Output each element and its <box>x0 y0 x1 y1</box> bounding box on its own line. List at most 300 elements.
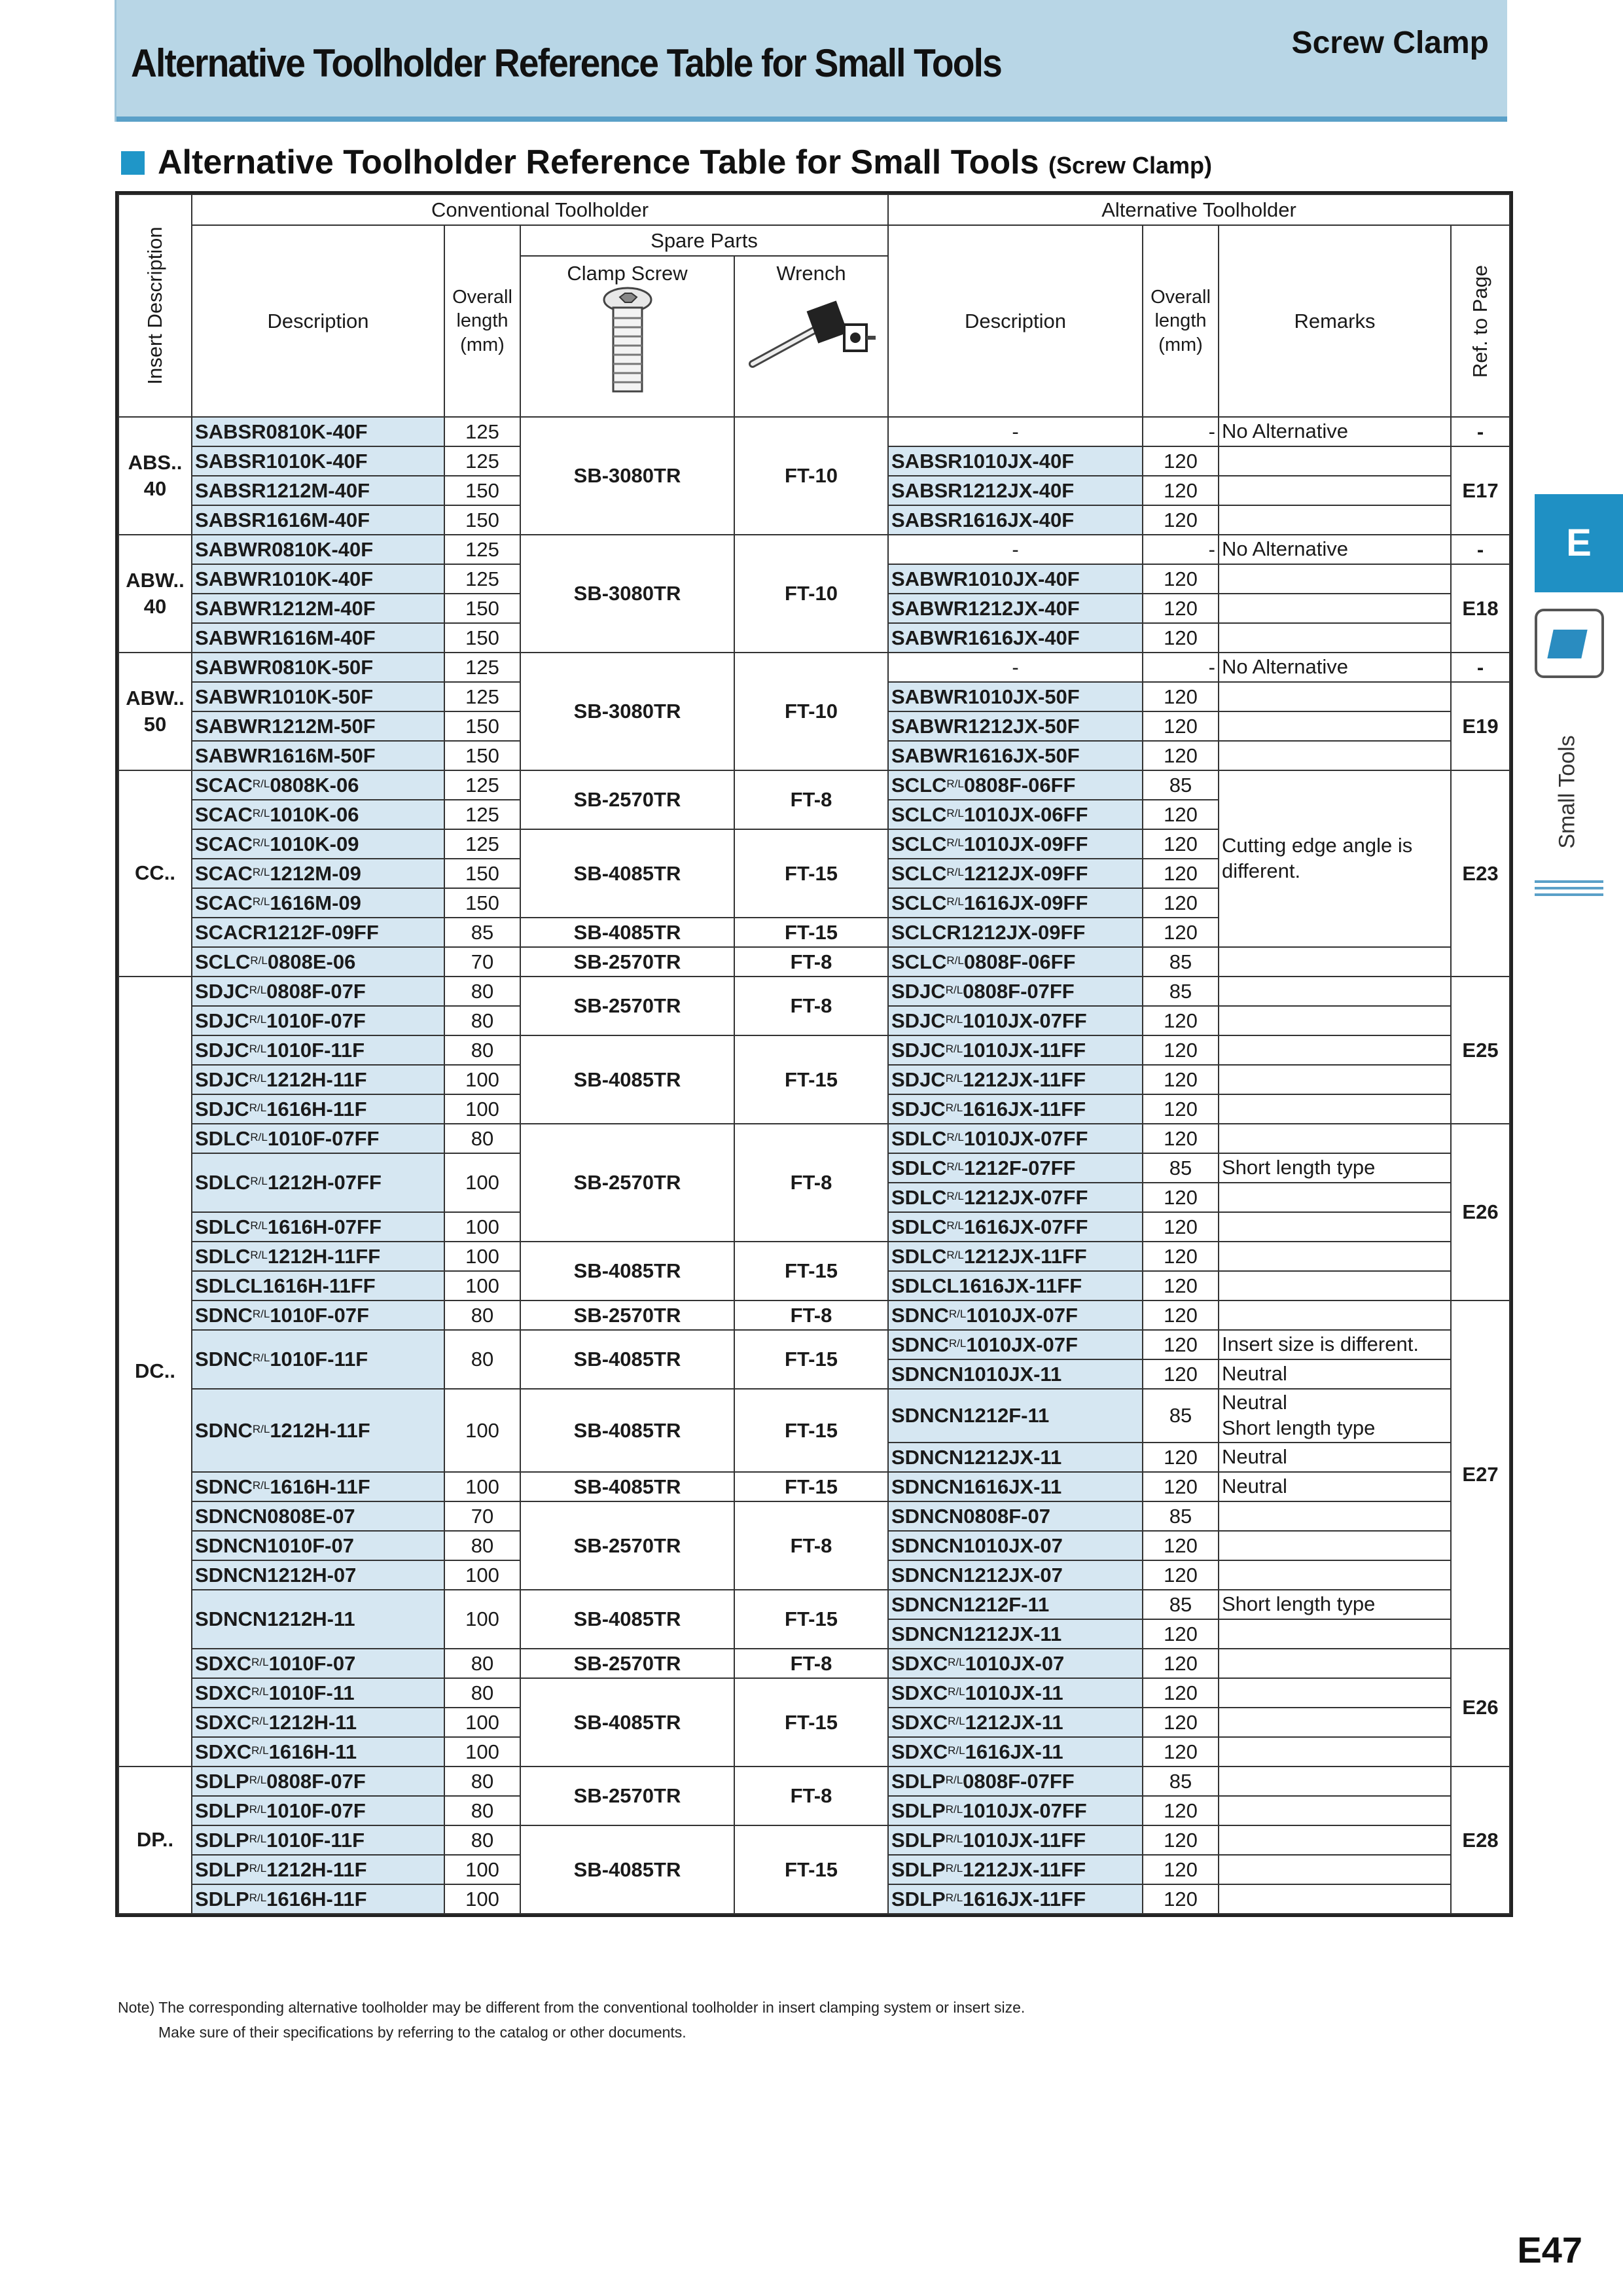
conventional-description: SABWR1616M-50F <box>192 741 444 770</box>
col-alt-description: Description <box>888 225 1143 417</box>
conventional-description: $SDXC^{R/L}1212H-11$ <box>192 1708 444 1737</box>
conventional-length: 100 <box>444 1242 520 1271</box>
remarks-cell-empty <box>1219 594 1451 623</box>
reference-table <box>118 194 1510 1914</box>
wrench-cell: FT-15 <box>734 1330 888 1389</box>
wrench-cell: FT-8 <box>734 1649 888 1678</box>
conventional-length: 100 <box>444 1271 520 1300</box>
alternative-description: $SDLP^{R/L}1010JX-11FF$ <box>888 1825 1143 1855</box>
remarks-cell: Neutral Short length type <box>1219 1389 1451 1443</box>
wrench-cell: FT-8 <box>734 977 888 1035</box>
alternative-length: 120 <box>1143 1678 1219 1708</box>
remarks-cell-empty <box>1219 1855 1451 1884</box>
conventional-description: SCACR1212F-09FF <box>192 918 444 947</box>
alternative-length: 120 <box>1143 1330 1219 1359</box>
ref-page-cell[interactable]: E25 <box>1451 977 1510 1124</box>
conventional-length: 125 <box>444 800 520 829</box>
clamp-screw-cell: SB-3080TR <box>520 417 734 535</box>
table-row <box>118 1767 1510 1796</box>
conventional-length: 150 <box>444 711 520 741</box>
conventional-length: 150 <box>444 476 520 505</box>
alternative-description: $SCLC^{R/L}1010JX-06FF$ <box>888 800 1143 829</box>
alternative-length: 85 <box>1143 770 1219 800</box>
alternative-length: 120 <box>1143 1006 1219 1035</box>
wrench-cell: FT-8 <box>734 1767 888 1825</box>
table-row <box>118 417 1510 446</box>
conventional-description: $SDXC^{R/L}1616H-11$ <box>192 1737 444 1767</box>
alternative-length: 85 <box>1143 947 1219 977</box>
col-ref-page: Ref. to Page <box>1451 225 1510 417</box>
alternative-length: 120 <box>1143 918 1219 947</box>
alternative-description: $SDLC^{R/L}1212JX-11FF$ <box>888 1242 1143 1271</box>
conventional-length: 100 <box>444 1737 520 1767</box>
conventional-length: 125 <box>444 682 520 711</box>
conventional-description: $SDLC^{R/L}1212H-07FF$ <box>192 1153 444 1212</box>
chapter-tab-e[interactable]: E <box>1535 494 1623 592</box>
insert-group-cell: ABS.. 40 <box>118 417 192 535</box>
remarks-cell: Neutral <box>1219 1443 1451 1472</box>
clamp-screw-cell: SB-4085TR <box>520 918 734 947</box>
conventional-description: $SDJC^{R/L}1010F-07F$ <box>192 1006 444 1035</box>
remarks-cell-empty <box>1219 1619 1451 1649</box>
ref-page-cell[interactable]: E17 <box>1451 446 1510 535</box>
conventional-description: SABWR1212M-50F <box>192 711 444 741</box>
table-row <box>118 1590 1510 1619</box>
remarks-cell-empty <box>1219 1531 1451 1560</box>
conventional-length: 150 <box>444 505 520 535</box>
insert-group-cell: CC.. <box>118 770 192 977</box>
table-row <box>118 1242 1510 1271</box>
conventional-length: 100 <box>444 1884 520 1914</box>
remarks-cell-empty <box>1219 1767 1451 1796</box>
clamp-screw-cell: SB-3080TR <box>520 653 734 770</box>
col-conventional-toolholder: Conventional Toolholder <box>192 194 888 225</box>
clamp-screw-cell: SB-4085TR <box>520 1330 734 1389</box>
conventional-description: $SCAC^{R/L}1616M-09$ <box>192 888 444 918</box>
alternative-description: SABWR1010JX-50F <box>888 682 1143 711</box>
alternative-length: 120 <box>1143 594 1219 623</box>
torx-wrench-icon <box>746 285 877 384</box>
conventional-description: $SDLP^{R/L}1010F-07F$ <box>192 1796 444 1825</box>
wrench-cell: FT-15 <box>734 1678 888 1767</box>
conventional-length: 80 <box>444 1678 520 1708</box>
conventional-length: 80 <box>444 1767 520 1796</box>
remarks-cell-empty <box>1219 1242 1451 1271</box>
conventional-description: $SDJC^{R/L}1616H-11F$ <box>192 1094 444 1124</box>
conventional-description: $SCLC^{R/L}0808E-06$ <box>192 947 444 977</box>
conventional-description: SABSR0810K-40F <box>192 417 444 446</box>
alternative-description: $SCLC^{R/L}0808F-06FF$ <box>888 947 1143 977</box>
remarks-cell-empty <box>1219 1124 1451 1153</box>
remarks-cell-empty <box>1219 947 1451 977</box>
alternative-description: $SCLC^{R/L}1010JX-09FF$ <box>888 829 1143 859</box>
conventional-length: 125 <box>444 770 520 800</box>
ref-page-cell[interactable]: E26 <box>1451 1124 1510 1300</box>
conventional-length: 125 <box>444 653 520 682</box>
small-tools-icon <box>1535 609 1604 678</box>
alternative-length: 120 <box>1143 859 1219 888</box>
alternative-description: $SCLC^{R/L}1212JX-09FF$ <box>888 859 1143 888</box>
conventional-length: 100 <box>444 1212 520 1242</box>
alternative-length: - <box>1143 535 1219 564</box>
alternative-description: $SDNC^{R/L}1010JX-07F$ <box>888 1300 1143 1330</box>
remarks-cell-empty <box>1219 1300 1451 1330</box>
alternative-description: SABWR1010JX-40F <box>888 564 1143 594</box>
alternative-description: $SDXC^{R/L}1212JX-11$ <box>888 1708 1143 1737</box>
wrench-cell: FT-8 <box>734 770 888 829</box>
header-swoosh <box>116 117 1507 122</box>
remarks-cell: No Alternative <box>1219 653 1451 682</box>
footnote-line-2: Make sure of their specifications by referring to the catalog or other documents. <box>158 2024 687 2041</box>
table-row <box>118 1035 1510 1065</box>
insert-group-cell: ABW.. 40 <box>118 535 192 653</box>
remarks-cell-empty <box>1219 476 1451 505</box>
conventional-length: 80 <box>444 1300 520 1330</box>
alternative-description: SCLCR1212JX-09FF <box>888 918 1143 947</box>
clamp-screw-cell: SB-2570TR <box>520 770 734 829</box>
table-row <box>118 1389 1510 1443</box>
alternative-description: $SDXC^{R/L}1616JX-11$ <box>888 1737 1143 1767</box>
alternative-length: 120 <box>1143 623 1219 653</box>
alternative-length: 120 <box>1143 1094 1219 1124</box>
alternative-length: 120 <box>1143 1035 1219 1065</box>
alternative-description: $SDLC^{R/L}1212F-07FF$ <box>888 1153 1143 1183</box>
alternative-length: 120 <box>1143 1649 1219 1678</box>
conventional-length: 80 <box>444 1531 520 1560</box>
ref-page-cell[interactable]: - <box>1451 535 1510 564</box>
wrench-cell: FT-15 <box>734 918 888 947</box>
remarks-cell-empty <box>1219 1501 1451 1531</box>
alternative-description: $SDJC^{R/L}0808F-07FF$ <box>888 977 1143 1006</box>
alternative-description: SABSR1212JX-40F <box>888 476 1143 505</box>
conventional-description: $SDLP^{R/L}1010F-11F$ <box>192 1825 444 1855</box>
remarks-cell-empty <box>1219 1006 1451 1035</box>
col-conv-overall-length: Overall length (mm) <box>444 225 520 417</box>
col-clamp-screw: Clamp Screw <box>520 256 734 417</box>
conventional-length: 80 <box>444 1006 520 1035</box>
conventional-description: $SDLP^{R/L}1616H-11F$ <box>192 1884 444 1914</box>
wrench-cell: FT-15 <box>734 1590 888 1649</box>
alternative-length: 85 <box>1143 1767 1219 1796</box>
remarks-cell-empty <box>1219 1825 1451 1855</box>
conventional-description: $SDLP^{R/L}1212H-11F$ <box>192 1855 444 1884</box>
alternative-description: - <box>888 653 1143 682</box>
alternative-length: 120 <box>1143 1884 1219 1914</box>
clamp-screw-icon <box>601 285 654 397</box>
clamp-screw-cell: SB-3080TR <box>520 535 734 653</box>
remarks-cell-empty <box>1219 564 1451 594</box>
conventional-length: 80 <box>444 977 520 1006</box>
col-wrench: Wrench <box>734 256 888 417</box>
table-row <box>118 1825 1510 1855</box>
conventional-description: $SDLC^{R/L}1010F-07FF$ <box>192 1124 444 1153</box>
conventional-length: 150 <box>444 741 520 770</box>
remarks-cell: Cutting edge angle is different. <box>1219 770 1451 947</box>
conventional-description: $SDXC^{R/L}1010F-07$ <box>192 1649 444 1678</box>
alternative-description: $SDJC^{R/L}1010JX-11FF$ <box>888 1035 1143 1065</box>
remarks-cell-empty <box>1219 1649 1451 1678</box>
clamp-screw-cell: SB-2570TR <box>520 1300 734 1330</box>
alternative-description: SABWR1212JX-40F <box>888 594 1143 623</box>
remarks-cell-empty <box>1219 1035 1451 1065</box>
alternative-length: 120 <box>1143 1443 1219 1472</box>
alternative-description: $SDLP^{R/L}1010JX-07FF$ <box>888 1796 1143 1825</box>
remarks-cell-empty <box>1219 682 1451 711</box>
tab-divider-lines <box>1535 880 1603 900</box>
category-label: Screw Clamp <box>1291 26 1489 60</box>
conventional-length: 125 <box>444 829 520 859</box>
alternative-description: $SDLC^{R/L}1010JX-07FF$ <box>888 1124 1143 1153</box>
alternative-description: $SDLP^{R/L}0808F-07FF$ <box>888 1767 1143 1796</box>
table-row <box>118 1678 1510 1708</box>
page-number: E47 <box>1517 2229 1582 2270</box>
conventional-length: 80 <box>444 1825 520 1855</box>
ref-page-cell[interactable]: E27 <box>1451 1300 1510 1649</box>
conventional-length: 70 <box>444 947 520 977</box>
conventional-length: 125 <box>444 446 520 476</box>
conventional-description: $SCAC^{R/L}0808K-06$ <box>192 770 444 800</box>
conventional-description: SABSR1212M-40F <box>192 476 444 505</box>
alternative-length: 120 <box>1143 741 1219 770</box>
alternative-description: $SDLP^{R/L}1616JX-11FF$ <box>888 1884 1143 1914</box>
alternative-description: SABWR1616JX-40F <box>888 623 1143 653</box>
remarks-cell-empty <box>1219 1737 1451 1767</box>
clamp-screw-cell: SB-2570TR <box>520 1767 734 1825</box>
alternative-description: - <box>888 417 1143 446</box>
alternative-length: 85 <box>1143 977 1219 1006</box>
conventional-length: 100 <box>444 1389 520 1472</box>
alternative-description: SABSR1010JX-40F <box>888 446 1143 476</box>
conventional-length: 80 <box>444 1649 520 1678</box>
conventional-length: 100 <box>444 1855 520 1884</box>
conventional-length: 100 <box>444 1472 520 1501</box>
alternative-description: $SDXC^{R/L}1010JX-11$ <box>888 1678 1143 1708</box>
clamp-screw-cell: SB-4085TR <box>520 1590 734 1649</box>
wrench-cell: FT-8 <box>734 1300 888 1330</box>
wrench-cell: FT-15 <box>734 1825 888 1914</box>
alternative-description: $SDJC^{R/L}1616JX-11FF$ <box>888 1094 1143 1124</box>
conventional-length: 150 <box>444 594 520 623</box>
conventional-description: $SDLC^{R/L}1616H-07FF$ <box>192 1212 444 1242</box>
conventional-length: 80 <box>444 1124 520 1153</box>
section-subtitle: (Screw Clamp) <box>1048 152 1213 179</box>
alternative-length: 120 <box>1143 1242 1219 1271</box>
conventional-length: 100 <box>444 1094 520 1124</box>
table-row <box>118 1472 1510 1501</box>
remarks-cell-empty <box>1219 711 1451 741</box>
conventional-description: SDNCN0808E-07 <box>192 1501 444 1531</box>
conventional-description: SABWR0810K-50F <box>192 653 444 682</box>
alternative-length: 120 <box>1143 1183 1219 1212</box>
clamp-screw-cell: SB-4085TR <box>520 1035 734 1124</box>
alternative-description: SDNCN1212F-11 <box>888 1389 1143 1443</box>
remarks-cell-empty <box>1219 505 1451 535</box>
conventional-length: 100 <box>444 1065 520 1094</box>
remarks-cell-empty <box>1219 1796 1451 1825</box>
conventional-length: 100 <box>444 1590 520 1649</box>
remarks-cell-empty <box>1219 977 1451 1006</box>
alternative-length: 85 <box>1143 1153 1219 1183</box>
page-title: Alternative Toolholder Reference Table for Small Tools <box>131 41 1002 85</box>
col-insert-description: Insert Description <box>118 194 192 417</box>
alternative-length: 120 <box>1143 1065 1219 1094</box>
ref-page-cell[interactable]: E19 <box>1451 682 1510 770</box>
alternative-description: SDNCN1212F-11 <box>888 1590 1143 1619</box>
alternative-description: $SDLC^{R/L}1616JX-07FF$ <box>888 1212 1143 1242</box>
alternative-description: $SDLP^{R/L}1212JX-11FF$ <box>888 1855 1143 1884</box>
conventional-length: 125 <box>444 535 520 564</box>
remarks-cell-empty <box>1219 1884 1451 1914</box>
conventional-description: SABSR1010K-40F <box>192 446 444 476</box>
alternative-length: 120 <box>1143 446 1219 476</box>
table-row <box>118 1501 1510 1531</box>
clamp-screw-cell: SB-2570TR <box>520 1124 734 1242</box>
chapter-tab-label: Small Tools <box>1554 735 1580 849</box>
alternative-length: 120 <box>1143 682 1219 711</box>
alternative-description: $SCLC^{R/L}0808F-06FF$ <box>888 770 1143 800</box>
remarks-cell-empty <box>1219 1094 1451 1124</box>
wrench-cell: FT-10 <box>734 417 888 535</box>
conventional-length: 150 <box>444 623 520 653</box>
conventional-length: 80 <box>444 1035 520 1065</box>
wrench-cell: FT-15 <box>734 1472 888 1501</box>
wrench-cell: FT-8 <box>734 1501 888 1590</box>
alternative-description: $SDJC^{R/L}1212JX-11FF$ <box>888 1065 1143 1094</box>
conventional-description: $SCAC^{R/L}1010K-06$ <box>192 800 444 829</box>
ref-page-cell[interactable]: - <box>1451 417 1510 446</box>
conventional-description: SABWR1010K-40F <box>192 564 444 594</box>
conventional-description: SABWR1616M-40F <box>192 623 444 653</box>
table-header <box>118 194 1510 417</box>
insert-group-cell: DC.. <box>118 977 192 1767</box>
table-row <box>118 1649 1510 1678</box>
remarks-cell: Neutral <box>1219 1472 1451 1501</box>
remarks-cell-empty <box>1219 1212 1451 1242</box>
alternative-description: $SDLC^{R/L}1212JX-07FF$ <box>888 1183 1143 1212</box>
footnote-line-1: Note) The corresponding alternative toolholder may be different from the conventional toolholder in insert clamping system or insert size. <box>118 1999 1026 2016</box>
ref-page-cell[interactable]: E26 <box>1451 1649 1510 1767</box>
conventional-description: $SDXC^{R/L}1010F-11$ <box>192 1678 444 1708</box>
remarks-cell-empty <box>1219 741 1451 770</box>
ref-page-cell[interactable]: E18 <box>1451 564 1510 653</box>
insert-group-cell: DP.. <box>118 1767 192 1914</box>
conventional-length: 125 <box>444 564 520 594</box>
ref-page-cell[interactable]: - <box>1451 653 1510 682</box>
remarks-cell-empty <box>1219 623 1451 653</box>
wrench-cell: FT-15 <box>734 1242 888 1300</box>
section-title-text: Alternative Toolholder Reference Table for Small Tools <box>158 143 1039 181</box>
table-row <box>118 535 1510 564</box>
alternative-description: $SCLC^{R/L}1616JX-09FF$ <box>888 888 1143 918</box>
alternative-length: 120 <box>1143 1855 1219 1884</box>
alternative-description: SABWR1616JX-50F <box>888 741 1143 770</box>
alternative-length: 120 <box>1143 1359 1219 1389</box>
alternative-length: 120 <box>1143 1271 1219 1300</box>
section-title <box>121 143 1212 182</box>
conventional-description: $SDNC^{R/L}1212H-11F$ <box>192 1389 444 1472</box>
conventional-length: 100 <box>444 1153 520 1212</box>
conventional-description: SDNCN1212H-07 <box>192 1560 444 1590</box>
alternative-description: SDNCN0808F-07 <box>888 1501 1143 1531</box>
conventional-description: $SDNC^{R/L}1010F-11F$ <box>192 1330 444 1389</box>
conventional-description: SABWR1212M-40F <box>192 594 444 623</box>
alternative-description: SDNCN1212JX-07 <box>888 1560 1143 1590</box>
wrench-cell: FT-10 <box>734 653 888 770</box>
clamp-screw-cell: SB-4085TR <box>520 829 734 918</box>
ref-page-cell[interactable]: E28 <box>1451 1767 1510 1914</box>
remarks-cell-empty <box>1219 1560 1451 1590</box>
conventional-description: $SDJC^{R/L}1010F-11F$ <box>192 1035 444 1065</box>
alternative-length: 120 <box>1143 800 1219 829</box>
alternative-length: 120 <box>1143 1619 1219 1649</box>
col-alternative-toolholder: Alternative Toolholder <box>888 194 1510 225</box>
clamp-screw-cell: SB-4085TR <box>520 1825 734 1914</box>
alternative-length: 120 <box>1143 1560 1219 1590</box>
col-alt-overall-length: Overall length (mm) <box>1143 225 1219 417</box>
alternative-description: SDNCN1212JX-11 <box>888 1619 1143 1649</box>
alternative-length: 120 <box>1143 1124 1219 1153</box>
alternative-length: 120 <box>1143 1472 1219 1501</box>
alternative-length: 120 <box>1143 476 1219 505</box>
conventional-length: 70 <box>444 1501 520 1531</box>
section-marker-icon <box>121 151 145 175</box>
footnote <box>118 1995 1025 2045</box>
wrench-cell: FT-8 <box>734 947 888 977</box>
alternative-length: 120 <box>1143 1825 1219 1855</box>
conventional-description: SABSR1616M-40F <box>192 505 444 535</box>
conventional-description: $SDJC^{R/L}0808F-07F$ <box>192 977 444 1006</box>
col-conv-description: Description <box>192 225 444 417</box>
alternative-description: $SDNC^{R/L}1010JX-07F$ <box>888 1330 1143 1359</box>
conventional-description: SDLCL1616H-11FF <box>192 1271 444 1300</box>
conventional-description: $SDNC^{R/L}1616H-11F$ <box>192 1472 444 1501</box>
clamp-screw-cell: SB-2570TR <box>520 1649 734 1678</box>
alternative-length: - <box>1143 417 1219 446</box>
col-remarks: Remarks <box>1219 225 1451 417</box>
table-row <box>118 947 1510 977</box>
ref-page-cell[interactable]: E23 <box>1451 770 1510 977</box>
table-row <box>118 977 1510 1006</box>
conventional-description: $SDLP^{R/L}0808F-07F$ <box>192 1767 444 1796</box>
alternative-description: $SDXC^{R/L}1010JX-07$ <box>888 1649 1143 1678</box>
wrench-cell: FT-15 <box>734 1035 888 1124</box>
alternative-description: SDLCL1616JX-11FF <box>888 1271 1143 1300</box>
table-row <box>118 653 1510 682</box>
alternative-length: - <box>1143 653 1219 682</box>
remarks-cell-empty <box>1219 1678 1451 1708</box>
conventional-description: $SCAC^{R/L}1212M-09$ <box>192 859 444 888</box>
conventional-description: SABWR0810K-40F <box>192 535 444 564</box>
alternative-length: 120 <box>1143 1300 1219 1330</box>
clamp-screw-cell: SB-4085TR <box>520 1389 734 1472</box>
wrench-cell: FT-10 <box>734 535 888 653</box>
wrench-cell: FT-8 <box>734 1124 888 1242</box>
conventional-description: $SCAC^{R/L}1010K-09$ <box>192 829 444 859</box>
alternative-length: 85 <box>1143 1501 1219 1531</box>
remarks-cell-empty <box>1219 446 1451 476</box>
alternative-description: SDNCN1010JX-07 <box>888 1531 1143 1560</box>
conventional-description: $SDLC^{R/L}1212H-11FF$ <box>192 1242 444 1271</box>
wrench-cell: FT-15 <box>734 829 888 918</box>
wrench-cell: FT-15 <box>734 1389 888 1472</box>
table-row <box>118 1330 1510 1359</box>
table-row <box>118 770 1510 800</box>
alternative-length: 120 <box>1143 1796 1219 1825</box>
conventional-length: 85 <box>444 918 520 947</box>
clamp-screw-cell: SB-2570TR <box>520 947 734 977</box>
conventional-length: 150 <box>444 888 520 918</box>
conventional-description: $SDNC^{R/L}1010F-07F$ <box>192 1300 444 1330</box>
